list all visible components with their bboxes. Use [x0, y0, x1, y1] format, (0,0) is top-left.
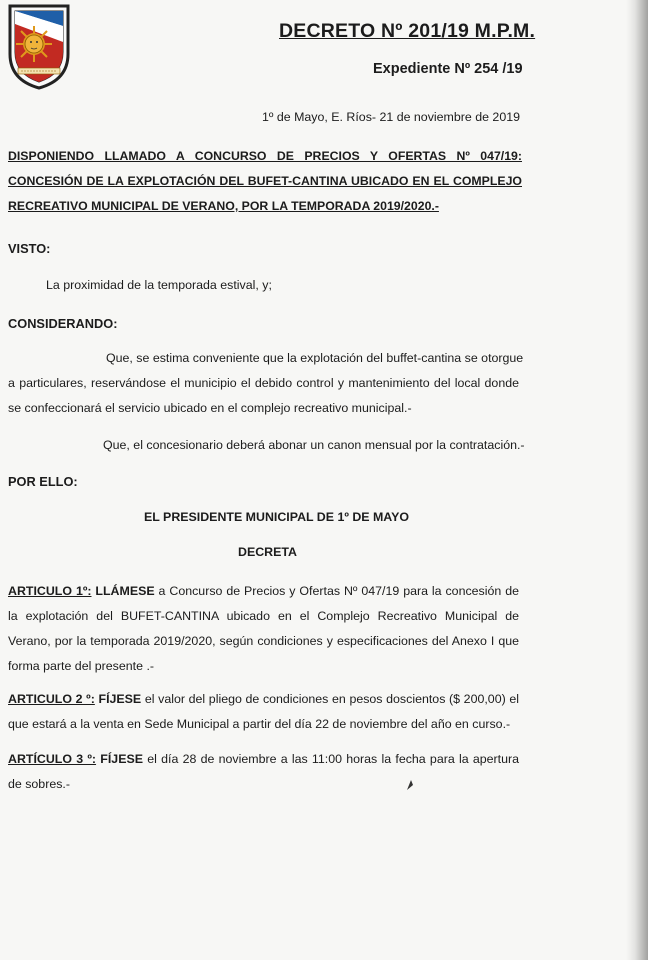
article-3-verb: FÍJESE: [100, 752, 143, 766]
page-edge-shadow: [626, 0, 648, 960]
article-3-text: el día 28 de noviembre a las 11:00 horas la fecha para la apertura de sobres.-: [8, 752, 519, 791]
considerando-paragraph-2: Que, el concesionario deberá abonar un canon mensual por la contratación.-: [103, 438, 525, 452]
ink-mark-icon: [405, 778, 415, 792]
considerando-paragraph-1-first-line: Que, se estima conveniente que la explotación del buffet-cantina se otorgue: [106, 351, 524, 365]
article-3: [8, 747, 519, 797]
expediente-number: Expediente Nº 254 /19: [373, 61, 523, 77]
article-3-label: ARTÍCULO 3 º:: [8, 752, 97, 766]
por-ello-heading: POR ELLO:: [8, 474, 78, 489]
decreta-heading: DECRETA: [238, 545, 297, 559]
date-line: 1º de Mayo, E. Ríos- 21 de noviembre de 2019: [262, 110, 520, 124]
visto-text: La proximidad de la temporada estival, y;: [46, 278, 272, 292]
considerando-paragraph-1-rest: a particulares, reservándose el municipio el debido control y mantenimiento del local donde se confeccionará el servicio ubicado en el complejo recreativo municipal.-: [8, 376, 519, 415]
article-1-label: ARTICULO 1º:: [8, 584, 92, 598]
decree-subject: DISPONIENDO LLAMADO A CONCURSO DE PRECIOS Y OFERTAS Nº 047/19: CONCESIÓN DE LA EXPLOTACIÓN DEL BUFET-CANTINA UBICADO EN EL COMPLEJO RECREATIVO MUNICIPAL DE VERANO, POR LA TEMPORADA 2019/2020.-: [8, 149, 522, 213]
article-1: [8, 579, 519, 679]
authority-heading: EL PRESIDENTE MUNICIPAL DE 1º DE MAYO: [144, 510, 410, 524]
article-1-text: a Concurso de Precios y Ofertas Nº 047/19 para la concesión de la explotación del BUFET-CANTINA ubicado en el Complejo Recreativo Municipal de Verano, por la temporada 2019/2020, según condiciones y especificaciones del Anexo I que forma parte del presente .-: [8, 584, 519, 673]
article-2-verb: FÍJESE: [98, 692, 142, 706]
municipal-seal-icon: [4, 2, 74, 90]
decree-number: DECRETO Nº 201/19 M.P.M.: [279, 20, 536, 42]
article-2: [8, 687, 519, 737]
article-2-text: el valor del pliego de condiciones en pesos doscientos ($ 200,00) el que estará a la venta en Sede Municipal a partir del día 22 de noviembre del año en curso.-: [8, 692, 519, 731]
article-1-verb: LLÁMESE: [95, 584, 155, 598]
considerando-heading: CONSIDERANDO:: [8, 316, 118, 331]
visto-heading: VISTO:: [8, 241, 51, 256]
article-2-label: ARTICULO 2 º:: [8, 692, 95, 706]
